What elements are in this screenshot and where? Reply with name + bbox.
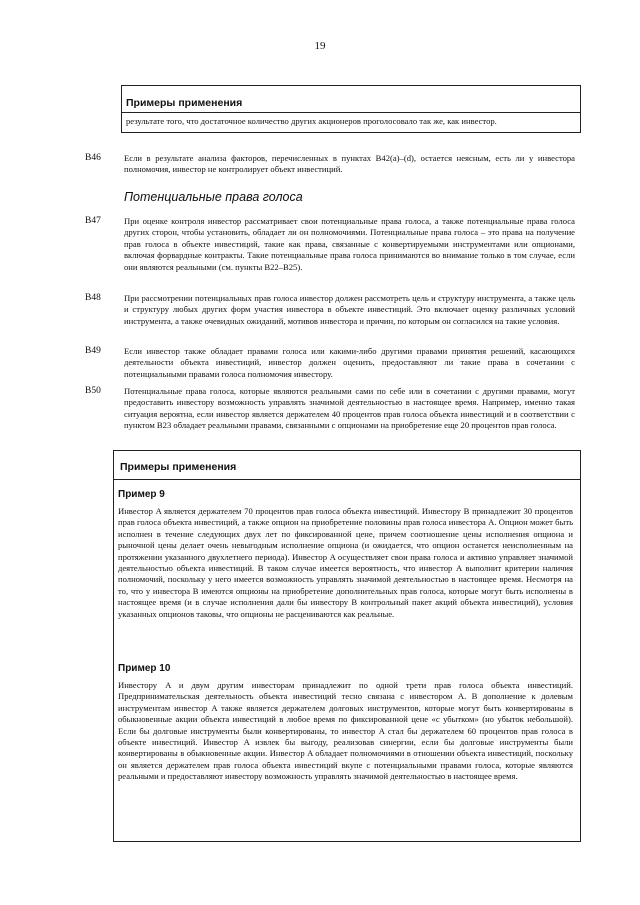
paragraph-b46	[85, 153, 575, 176]
paragraph-number: B49	[85, 346, 101, 356]
example-10	[118, 663, 573, 783]
paragraph-text: Если инвестор также обладает правами голоса или какими-либо другими правами принятия решений, касающихся деятельности объекта инвестиций, инвестор должен оценить, предоставляют ли такие права в сочетании с потенциальными правами голоса полномочия инвестору.	[124, 346, 575, 379]
paragraph-number: B50	[85, 386, 101, 396]
paragraph-b47	[85, 216, 575, 273]
examples-box-divider	[114, 479, 580, 480]
paragraph-number: B46	[85, 153, 101, 163]
top-box-divider	[122, 112, 580, 113]
paragraph-text: При рассмотрении потенциальных прав голоса инвестор должен рассмотреть цель и структуру инструмента, а также цель и структуру любых других форм участия инвестора в объекте инвестиций. Это включает оценку различных условий инструмента, а также очевидных ожиданий, мотивов инвестора и причин, по которым он согласился на такие условия.	[124, 293, 575, 326]
paragraph-b48	[85, 293, 575, 327]
paragraph-number: B48	[85, 293, 101, 303]
paragraph-b50	[85, 386, 575, 432]
examples-box-title: Примеры применения	[120, 461, 237, 473]
example-text: Инвестору A и двум другим инвесторам принадлежит по одной трети прав голоса объекта инвестиций. Предпринимательская деятельность объекта инвестиций тесно связана с инвестором A. В дополнение к долевым инструментам инвестор A также является держателем долговых инструментов, которые могут быть конвертированы в обыкновенные акции объекта инвестиций в любое время по фиксированной цене «с убытком» (но убыток небольшой). Если бы долговые инструменты были конвертированы, то инвестор A стал бы держателем 60 процентов прав голоса в объекте инвестиций. Инвестор A извлек бы выгоду, реализовав синергии, если бы долговые инструменты были конвертированы в обыкновенные акции. Инвестор A обладает полномочиями в отношении объекта инвестиций, поскольку он является держателем прав голоса объекта инвестиций вкупе с потенциальными правами голоса, которые являются реальными и предоставляют инвестору возможность управлять значимой деятельностью в настоящее время.	[118, 680, 573, 782]
section-heading: Потенциальные права голоса	[124, 190, 303, 204]
top-box-title: Примеры применения	[126, 97, 243, 109]
example-title: Пример 9	[118, 489, 165, 500]
example-title: Пример 10	[118, 663, 171, 674]
paragraph-text: Потенциальные права голоса, которые являются реальными сами по себе или в сочетании с другими правами, могут предоставить инвестору возможность управлять значимой деятельностью в настоящее время. Например, именно такая ситуация вероятна, если инвестор является держателем 40 процентов прав голоса объекта инвестиций и в соответствии с пунктом B23 обладает реальными правами, связанными с опционами на приобретение еще 20 процентов прав голоса.	[124, 386, 575, 431]
examples-box	[113, 450, 581, 842]
example-text: Инвестор A является держателем 70 процентов прав голоса объекта инвестиций. Инвестору B принадлежит 30 процентов прав голоса объекта инвестиций, а также опцион на приобретение половины прав голоса инвестора A. Опцион может быть исполнен в течение следующих двух лет по фиксированной цене, причем соотношение цены исполнения опциона и рыночной цены делает очень невыгодным исполнение опциона (и ожидается, что опцион останется неисполненным на протяжении указанного двухлетнего периода). Инвестор A осуществляет свои права голоса и активно управляет значимой деятельностью объекта инвестиций. В таком случае имеется вероятность, что инвестор A выполнит критерии наличия полномочий, поскольку у него имеется возможность управлять значимой деятельностью в настоящее время. Несмотря на то, что у инвестора B имеются опционы на приобретение дополнительных прав голоса, которые могут быть исполнены в настоящее время (и в случае исполнения дали бы инвестору B контрольный пакет акций объекта инвестиций), условия указанных опционов таковы, что опционы не расцениваются как реальные.	[118, 506, 573, 619]
paragraph-number: B47	[85, 216, 101, 226]
page-number: 19	[314, 40, 326, 52]
top-examples-box	[121, 85, 581, 133]
top-box-text: результате того, что достаточное количество других акционеров проголосовало так же, как инвестор.	[126, 116, 497, 126]
paragraph-text: Если в результате анализа факторов, перечисленных в пунктах B42(a)–(d), остается неясным, есть ли у инвестора полномочия, инвестор не контролирует объект инвестиций.	[124, 153, 575, 175]
paragraph-b49	[85, 346, 575, 380]
paragraph-text: При оценке контроля инвестор рассматривает свои потенциальные права голоса, а также потенциальные права голоса других сторон, чтобы установить, обладает ли он полномочиями. Потенциальные права голоса – это права на получение прав голоса в объекте инвестиций, такие как права, связанные с конвертируемыми инструментами или опционами, включая форвардные контракты. Такие потенциальные права голоса принимаются во внимание только в том случае, если они являются реальными (см. пункты B22–B25).	[124, 216, 575, 272]
example-9	[118, 489, 573, 620]
